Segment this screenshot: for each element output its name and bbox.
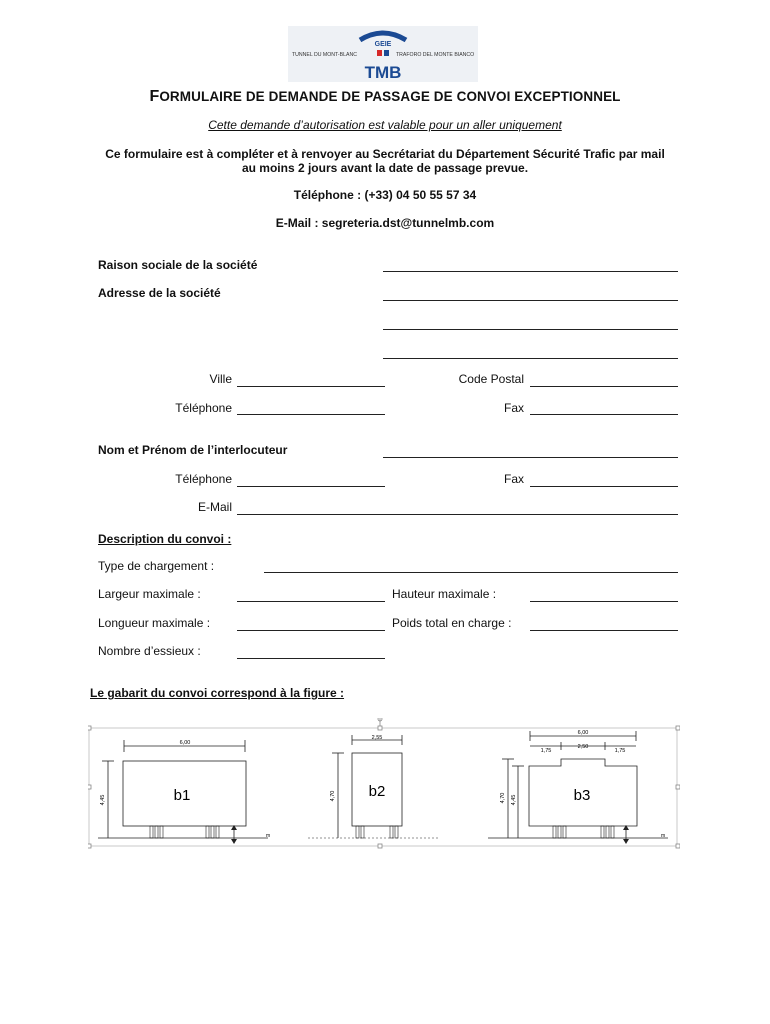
gabarit-heading: Le gabarit du convoi correspond à la figure : [90,686,345,700]
poids-field[interactable] [530,630,678,631]
type-chargement-field[interactable] [264,572,678,573]
type-chargement-label: Type de chargement : [98,559,215,573]
form-subtitle: Cette demande d’autorisation est valable pour un aller uniquement [208,118,562,132]
contact-email-label: E-Mail [197,500,232,514]
title-initial: F [149,88,160,105]
b2-height-label: 4,70 [330,790,336,802]
largeur-field[interactable] [237,601,385,602]
ville-field[interactable] [237,386,385,387]
gabarit-b2 [308,735,438,838]
company-telephone-label: Téléphone [175,401,232,415]
poids-label: Poids total en charge : [392,616,512,630]
contact-telephone-field[interactable] [237,486,385,487]
logo-left-text: TUNNEL DU MONT-BLANC [292,52,357,58]
contact-fax-field[interactable] [530,486,678,487]
instructions-line-2: au moins 2 jours avant la date de passage prevue. [241,161,529,175]
b1-height-label: 4,45 [100,794,106,806]
b1-label: b1 [173,787,191,804]
tmb-logo [288,26,478,82]
adresse-field-2[interactable] [383,329,678,330]
b3-width-label: 6,00 [577,730,589,736]
b3-height-inner-label: 4,45 [511,794,517,806]
gabarit-b3 [488,730,668,844]
convoi-heading: Description du convoi : [98,532,232,546]
raison-sociale-field[interactable] [383,271,678,272]
hauteur-label: Hauteur maximale : [392,587,497,601]
company-fax-label: Fax [503,401,524,415]
hauteur-field[interactable] [530,601,678,602]
contact-email-field[interactable] [237,514,678,515]
adresse-field-3[interactable] [383,358,678,359]
adresse-field-1[interactable] [383,300,678,301]
b3-side-label: 1,75 [540,748,552,754]
longueur-field[interactable] [237,630,385,631]
gabarit-figure [88,718,680,850]
logo-brand-text: TMB [364,63,402,82]
b2-width-label: 2,55 [371,735,383,741]
company-fax-field[interactable] [530,414,678,415]
interlocuteur-field[interactable] [383,457,678,458]
ville-label: Ville [209,372,232,386]
raison-sociale-label: Raison sociale de la société [98,258,258,272]
contact-phone: Téléphone : (+33) 04 50 55 57 34 [293,188,477,202]
form-title [0,88,770,106]
b2-label: b2 [368,783,386,800]
interlocuteur-label: Nom et Prénom de l’interlocuteur [98,443,288,457]
b1-width-label: 6,00 [179,740,191,746]
b3-side2-label: 1,75 [614,748,626,754]
adresse-label: Adresse de la société [98,286,221,300]
b3-middle-label: 2,50 [577,744,589,750]
logo-small-text: GEIE [374,41,392,48]
longueur-label: Longueur maximale : [98,616,211,630]
gabarit-b1 [98,740,270,844]
essieux-field[interactable] [237,658,385,659]
code-postal-field[interactable] [530,386,678,387]
logo-right-text: TRAFORO DEL MONTE BIANCO [396,52,475,58]
essieux-label: Nombre d’essieux : [98,644,201,658]
contact-email: E-Mail : segreteria.dst@tunnelmb.com [275,216,495,230]
title-rest: ORMULAIRE DE DEMANDE DE PASSAGE DE CONVOI EXCEPTIONNEL [159,89,621,104]
contact-fax-label: Fax [503,472,524,486]
b3-label: b3 [573,787,591,804]
b3-height-outer-label: 4,70 [500,792,506,804]
code-postal-label: Code Postal [458,372,524,386]
b1-unit-label: m [266,833,271,839]
b3-unit-label: m [661,833,666,839]
largeur-label: Largeur maximale : [98,587,201,601]
company-telephone-field[interactable] [237,414,385,415]
instructions-line-1: Ce formulaire est à compléter et à renvoyer au Secrétariat du Département Sécurité Trafic par mail [105,147,665,161]
contact-telephone-label: Téléphone [175,472,232,486]
